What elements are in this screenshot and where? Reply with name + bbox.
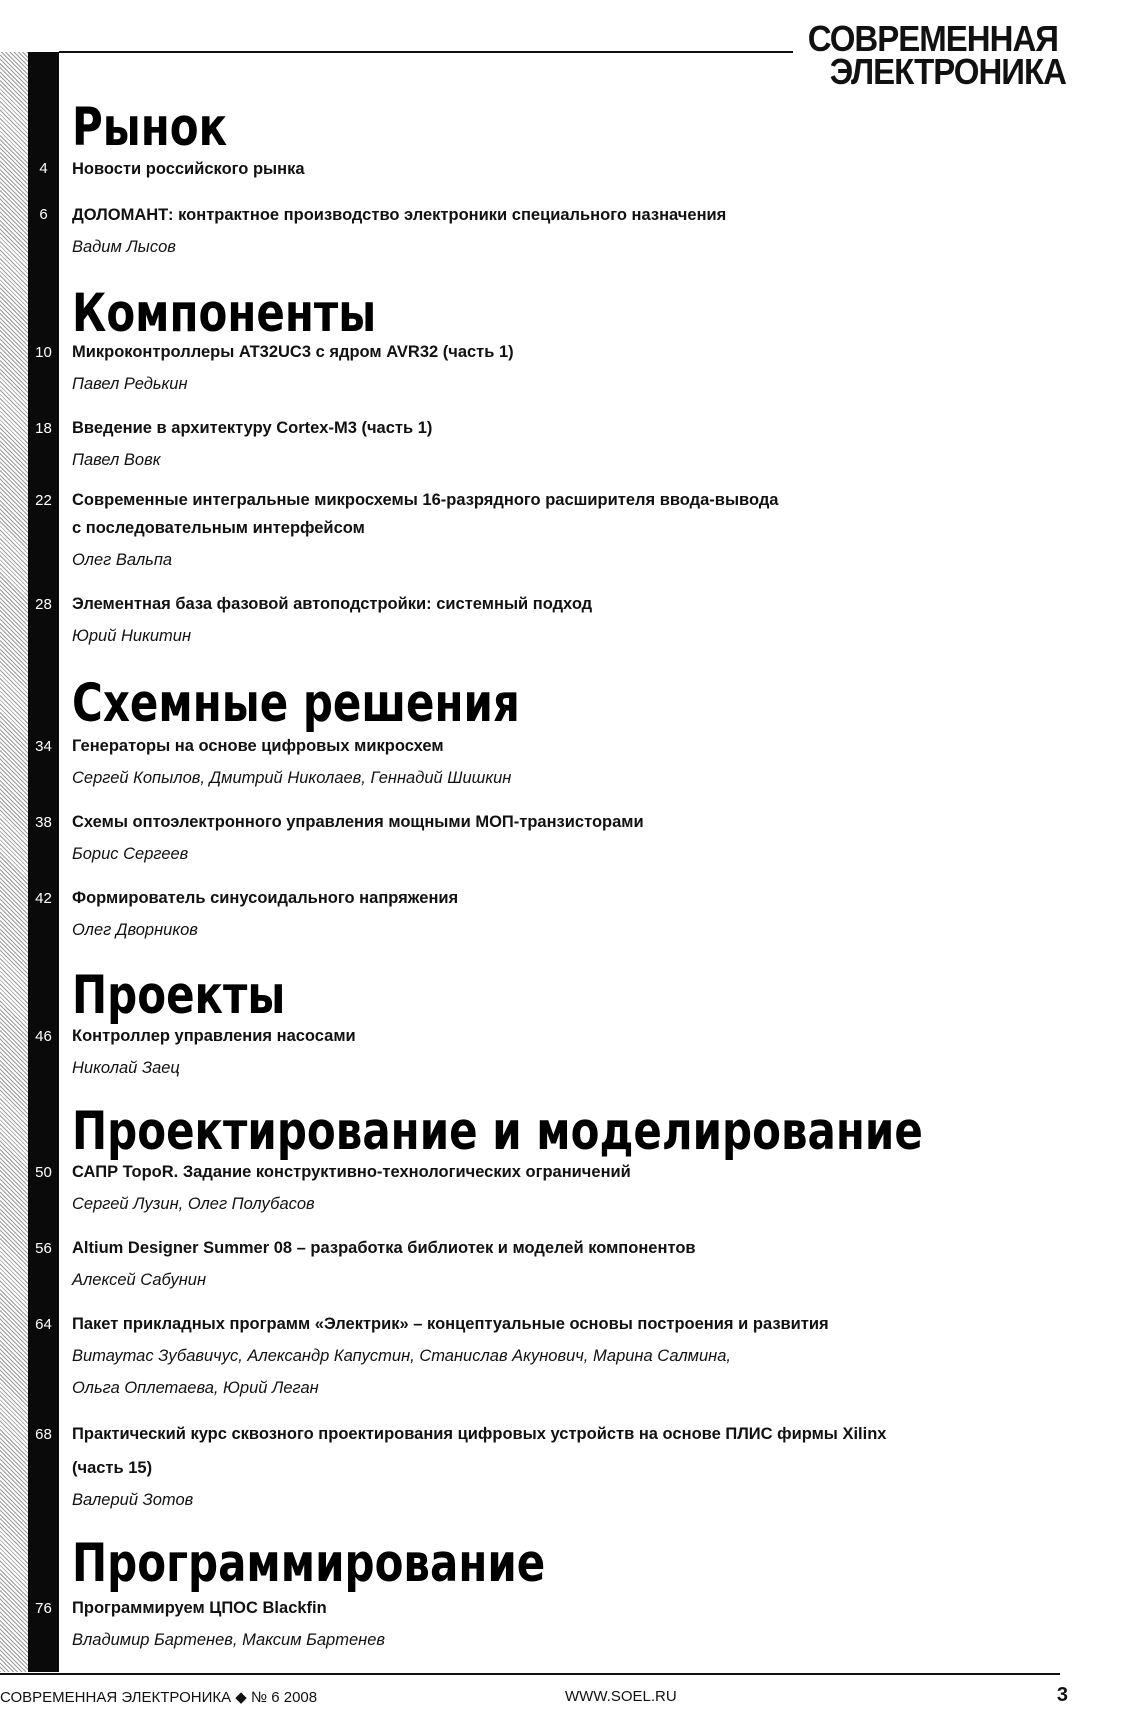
- logo-line-1: СОВРЕМЕННАЯ: [807, 18, 1058, 59]
- left-dither-strip: [0, 52, 28, 1672]
- article-title[interactable]: Программируем ЦПОС Blackfin: [72, 1599, 327, 1617]
- footer-url[interactable]: WWW.SOEL.RU: [565, 1688, 677, 1705]
- page-number: 50: [35, 1164, 52, 1181]
- page-number: 6: [39, 206, 48, 223]
- article-title[interactable]: Микроконтроллеры AT32UC3 с ядром AVR32 (часть 1): [72, 343, 514, 361]
- article-author: Вадим Лысов: [72, 238, 176, 256]
- article-author: Олег Дворников: [72, 921, 198, 939]
- page-number: 46: [35, 1028, 52, 1045]
- article-author: Олег Вальпа: [72, 551, 173, 569]
- footer-publication: СОВРЕМЕННАЯ ЭЛЕКТРОНИКА ◆ № 6 2008: [0, 1689, 318, 1706]
- magazine-logo: [807, 18, 1066, 92]
- article-title[interactable]: САПР TopoR. Задание конструктивно-технологических ограничений: [72, 1163, 631, 1181]
- article-author: Витаутас Зубавичус, Александр Капустин, Станислав Акунович, Марина Салмина,: [72, 1347, 731, 1365]
- page-number: 64: [35, 1316, 52, 1333]
- article-author: Николай Заец: [72, 1059, 180, 1077]
- article-title[interactable]: Altium Designer Summer 08 – разработка библиотек и моделей компонентов: [72, 1239, 696, 1257]
- page-number: 34: [35, 738, 52, 755]
- article-title[interactable]: Контроллер управления насосами: [72, 1027, 356, 1045]
- top-rule: [59, 51, 793, 53]
- page-number: 38: [35, 814, 52, 831]
- article-author: Юрий Никитин: [72, 627, 192, 645]
- article-author: Владимир Бартенев, Максим Бартенев: [72, 1631, 386, 1649]
- article-author: Сергей Лузин, Олег Полубасов: [72, 1195, 315, 1213]
- section-heading: Программирование: [72, 1532, 546, 1594]
- article-title[interactable]: Схемы оптоэлектронного управления мощными МОП-транзисторами: [72, 813, 644, 831]
- section-heading: Рынок: [72, 96, 228, 158]
- article-author: Борис Сергеев: [72, 845, 189, 863]
- article-author-continued: Ольга Оплетаева, Юрий Леган: [72, 1379, 319, 1397]
- page-number: 56: [35, 1240, 52, 1257]
- section-heading: Проекты: [72, 964, 286, 1026]
- article-title[interactable]: Пакет прикладных программ «Электрик» – концептуальные основы построения и развития: [72, 1315, 829, 1333]
- page-number: 10: [35, 344, 52, 361]
- page-number: 4: [39, 160, 48, 177]
- article-title[interactable]: Введение в архитектуру Cortex-M3 (часть 1): [72, 419, 433, 437]
- article-title[interactable]: Современные интегральные микросхемы 16-разрядного расширителя ввода-вывода: [72, 491, 779, 509]
- article-title[interactable]: Формирователь синусоидального напряжения: [72, 889, 459, 907]
- section-heading: Проектирование и моделирование: [72, 1100, 923, 1162]
- article-title[interactable]: Генераторы на основе цифровых микросхем: [72, 737, 444, 755]
- article-author: Павел Редькин: [72, 375, 188, 393]
- footer-page-number: 3: [1056, 1684, 1068, 1706]
- article-author: Павел Вовк: [72, 451, 161, 469]
- page-number: 76: [35, 1600, 52, 1617]
- page-number: 42: [35, 890, 52, 907]
- page-number: 18: [35, 420, 52, 437]
- article-title[interactable]: Практический курс сквозного проектирования цифровых устройств на основе ПЛИС фирмы Xilinx: [72, 1425, 887, 1443]
- logo-line-2: ЭЛЕКТРОНИКА: [829, 51, 1066, 92]
- page-number: 68: [35, 1426, 52, 1443]
- article-title[interactable]: Элементная база фазовой автоподстройки: системный подход: [72, 595, 593, 613]
- page-number: 28: [35, 596, 52, 613]
- article-author: Алексей Сабунин: [72, 1271, 207, 1289]
- article-author: Сергей Копылов, Дмитрий Николаев, Геннадий Шишкин: [72, 769, 512, 787]
- bottom-rule: [0, 1673, 1060, 1675]
- section-heading: Схемные решения: [72, 672, 520, 734]
- article-title[interactable]: ДОЛОМАНТ: контрактное производство электроники специального назначения: [72, 206, 727, 224]
- article-title[interactable]: Новости российского рынка: [72, 160, 305, 178]
- section-heading: Компоненты: [72, 282, 377, 344]
- page-number: 22: [35, 492, 52, 509]
- article-title-continued[interactable]: (часть 15): [72, 1459, 153, 1477]
- article-title-continued[interactable]: с последовательным интерфейсом: [72, 519, 365, 537]
- article-author: Валерий Зотов: [72, 1491, 194, 1509]
